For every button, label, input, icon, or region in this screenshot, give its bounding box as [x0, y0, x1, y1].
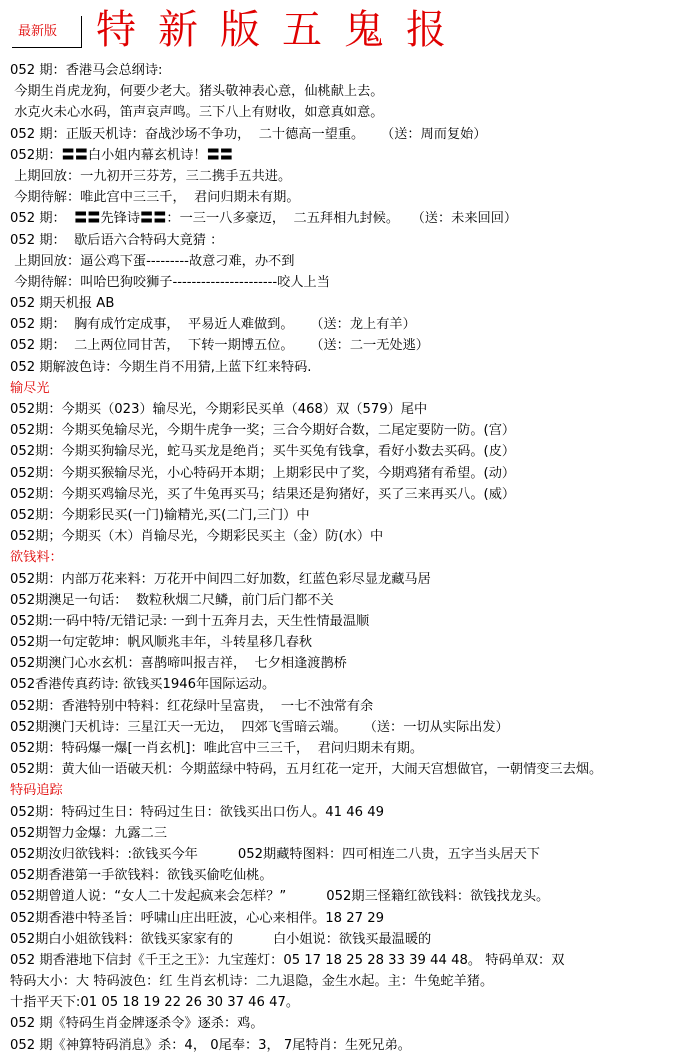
report-line: 052期澳足一句话： 数粒秋烟二尺鳞，前门后门都不关	[10, 592, 334, 608]
report-line: 052期：黄大仙一语破天机：今期蓝绿中特码，五月红花一定开，大闹天宫想做官，一朝情变三去烟。	[10, 762, 603, 778]
report-line: 052期澳门心水玄机：喜鹊啼叫报吉祥， 七夕相逢渡鹊桥	[10, 656, 347, 672]
section-heading: 特码追踪	[10, 783, 63, 799]
report-line: 052 期： 二上两位同甘苦， 下转一期博五位。 （送：二一无处逃）	[10, 338, 429, 354]
page-title: 特新版五鬼报	[96, 7, 468, 53]
report-line: 052 期天机报 AB	[10, 296, 115, 312]
report-line-left: 052期汝归欲钱料：:欲钱买今年	[10, 846, 198, 862]
report-line: 052期香港中特圣旨：呼啸山庄出旺波，心心来相伴。18 27 29	[10, 910, 385, 926]
report-line: 052期一句定乾坤：帆风顺兆丰年，斗转星移几春秋	[10, 635, 313, 651]
report-line: 052期：特码过生日：特码过生日：欲钱买出口伤人。41 46 49	[10, 804, 385, 820]
report-line: 052期：今期彩民买(一门)输精光,买(二门,三门）中	[10, 507, 310, 523]
report-line: 052 期： 胸有成竹定成事， 平易近人难做到。 （送：龙上有羊）	[10, 317, 416, 333]
report-line: 052期香港第一手欲钱料：欲钱买偷吃仙桃。	[10, 868, 273, 884]
report-line-left: 052期白小姐欲钱料：欲钱买家家有的	[10, 931, 233, 947]
report-line: 052期：〓〓白小姐内幕玄机诗！〓〓	[10, 147, 233, 163]
report-line: 052期：今期买鸡输尽光，买了牛兔再买马；结果还是狗猪好，买了三来再买八。(威）	[10, 486, 516, 502]
section-heading: 欲钱料：	[10, 550, 63, 566]
report-line: 水克火未心水码，笛声哀声鸣。三下八上有财收，如意真如意。	[10, 105, 384, 121]
report-line: 052期：内部万花来料：万花开中间四二好加数，红蓝色彩尽显龙藏马居	[10, 571, 431, 587]
report-line: 052香港传真药诗: 欲钱买1946年国际运动。	[10, 677, 276, 693]
report-line-pair	[10, 844, 694, 865]
edition-badge: 最新版	[12, 16, 82, 48]
report-line: 052期：特码爆一爆[一肖玄机]：唯此宫中三三千， 君问归期未有期。	[10, 741, 424, 756]
report-line-pair	[10, 929, 694, 950]
report-line: 052期澳门天机诗：三星江天一无边， 四郊飞雪暗云端。 （送：一切从实际出发）	[10, 719, 509, 735]
report-line: 特码大小：大 特码波色：红 生肖玄机诗：二九退隐，金生水起。主：牛兔蛇羊猪。	[10, 974, 494, 990]
report-line: 052 期：正版天机诗：奋战沙场不争功， 二十德高一望重。 （送：周而复始）	[10, 126, 487, 142]
report-line: 052 期解波色诗：今期生肖不用猜,上蓝下红来特码.	[10, 359, 312, 375]
report-line: 052 期： 〓〓先锋诗〓〓：一三一八多豪迈， 二五拜相九封候。 （送：未来回回）	[10, 211, 518, 227]
report-line: 052 期《特码生肖金牌逐杀令》逐杀：鸡。	[10, 1016, 264, 1032]
report-line: 今期生肖虎龙狗，何要少老大。猪头敬神表心意，仙桃献上去。	[10, 84, 384, 100]
report-line: 052期智力金爆：九露二三	[10, 825, 168, 841]
report-line-right: 白小姐说：欲钱买最温暖的	[272, 931, 432, 947]
report-line: 052期；今期买（木）肖输尽光，今期彩民买主（金）防(水）中	[10, 529, 384, 545]
report-line: 052期:一码中特/无错记录: 一到十五奔月去，天生性情最温顺	[10, 613, 370, 629]
report-line: 052 期： 歇后语六合特码大竟猜 ：	[10, 232, 224, 248]
report-line-left: 052期曾道人说：“女人二十发起疯来会怎样？”	[10, 889, 287, 905]
report-line: 上期回放：一九初开三芬芳，三二携手五共进。	[10, 168, 292, 184]
report-line-right: 052期三怪籍红欲钱料：欲钱找龙头。	[326, 889, 550, 905]
report-line: 052期：今期买猴输尽光，小心特码开本期；上期彩民中了奖，今期鸡猪有希望。(动）	[10, 465, 516, 481]
report-line: 052 期：香港马会总纲诗:	[10, 63, 163, 78]
report-line: 052期：今期买兔输尽光，今期牛虎争一奖；三合今期好合数，二尾定要防一防。(宫）	[10, 423, 516, 439]
report-line: 今期待解：唯此宫中三三千， 君问归期未有期。	[10, 190, 300, 206]
report-content	[10, 60, 694, 1056]
report-line: 052期：今期买狗输尽光，蛇马买龙是绝肖；买牛买兔有钱拿，看好小数去买码。(皮）	[10, 444, 516, 460]
report-line: 052期：香港特别中特料：红花绿叶呈富贵， 一七不浊常有余	[10, 698, 374, 714]
report-line-pair	[10, 886, 694, 907]
section-heading: 输尽光	[10, 380, 50, 396]
report-line: 十指平天下:01 05 18 19 22 26 30 37 46 47。	[10, 995, 300, 1011]
report-line-right: 052期藏特图料：四可相连二八贵，五字当头居天下	[237, 846, 540, 862]
report-line: 052 期香港地下信封《千王之王》：九宝莲灯：05 17 18 25 28 33 39 44 48。 特码单双：双	[10, 952, 565, 968]
report-line: 今期待解：叫哈巴狗咬狮子----------------------咬人上当	[10, 274, 330, 290]
report-line: 052 期《神算特码消息》杀：4， 0尾奉：3， 7尾特肖：生死兄弟。	[10, 1037, 411, 1053]
report-line: 052期：今期买（023）输尽光，今期彩民买单（468）双（579）尾中	[10, 402, 428, 417]
report-line: 上期回放：逼公鸡下蛋---------故意刁难，办不到	[10, 253, 295, 269]
